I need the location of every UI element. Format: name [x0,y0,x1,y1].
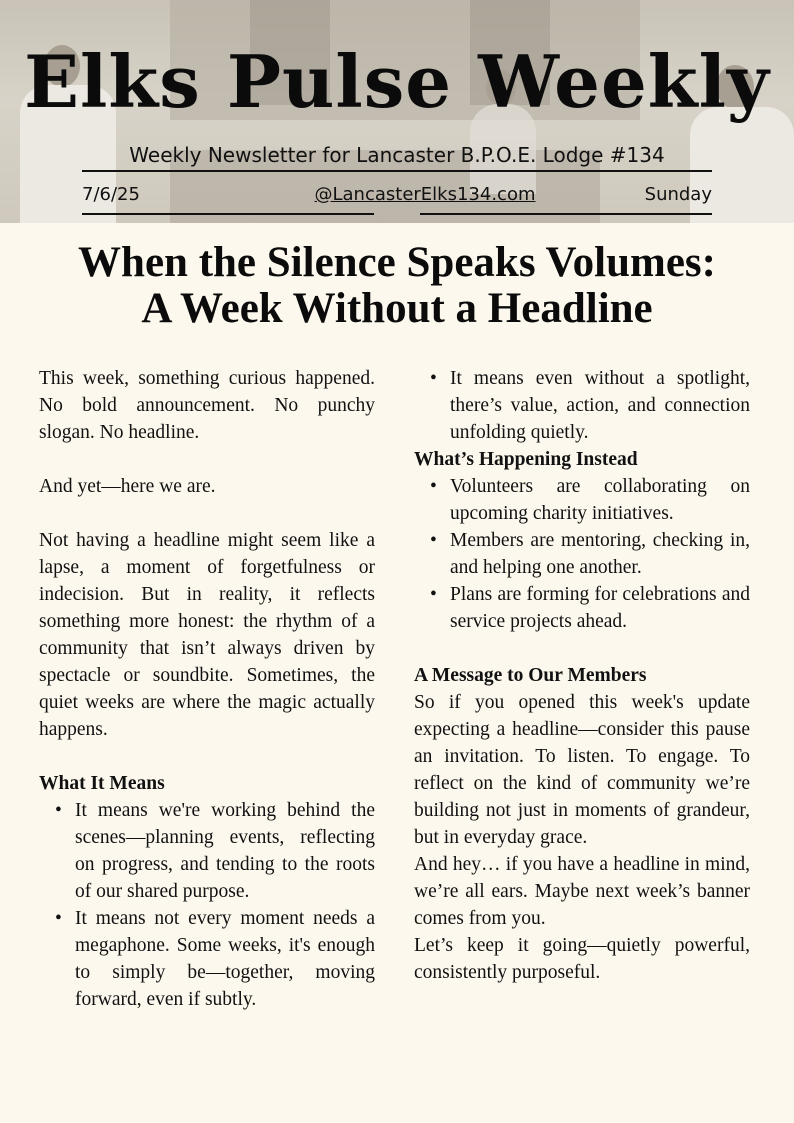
intro-paragraph: Not having a headline might seem like a lapse, a moment of forgetfulness or indecision. But in reality, it reflects something more honest: the rhythm of a community that isn’t always driven by spectacle or soundbite. Sometimes, the quiet weeks are where the magic actually happens. [39,530,375,740]
what-it-means-list [39,797,375,1013]
section-heading-whats-happening: What’s Happening Instead [414,449,638,470]
newsletter-title: Elks Pulse Weekly [24,39,770,124]
intro-paragraph: And yet—here we are. [39,476,216,497]
masthead-divider [82,170,712,172]
whats-happening-list [414,473,750,635]
masthead [0,0,794,223]
intro-paragraph: This week, something curious happened. No bold announcement. No punchy slogan. No headline. [39,368,375,443]
right-column [414,365,750,986]
left-column [39,365,375,1013]
section-heading-message: A Message to Our Members [414,665,647,686]
issue-day: Sunday [644,184,712,205]
list-item: • It means even without a spotlight, there’s value, action, and connection unfolding quietly. [450,365,750,446]
message-paragraph: And hey… if you have a headline in mind, we’re all ears. Maybe next week’s banner comes from you. [414,854,750,929]
headline-line-1: When the Silence Speaks Volumes: [78,239,716,286]
section-heading-what-it-means: What It Means [39,773,165,794]
masthead-divider-left [82,213,374,215]
article-headline [30,240,764,332]
website-link[interactable]: @LancasterElks134.com [314,184,536,205]
message-paragraph: So if you opened this week's update expecting a headline—consider this pause an invitation. To listen. To engage. To reflect on the kind of community we’re building not just in moments of grandeur, but in everyday grace. [414,692,750,848]
message-paragraph: Let’s keep it going—quietly powerful, consistently purposeful. [414,935,750,983]
list-item: • Members are mentoring, checking in, and helping one another. [450,527,750,581]
headline-line-2: A Week Without a Headline [141,285,653,332]
issue-date: 7/6/25 [82,184,140,205]
list-item: • Plans are forming for celebrations and service projects ahead. [450,581,750,635]
newsletter-subtitle: Weekly Newsletter for Lancaster B.P.O.E. Lodge #134 [129,143,665,167]
list-item: • It means we're working behind the scenes—planning events, reflecting on progress, and tending to the roots of our shared purpose. [75,797,375,905]
masthead-divider-right [420,213,712,215]
list-item: • It means not every moment needs a megaphone. Some weeks, it's enough to simply be—together, moving forward, even if subtly. [75,905,375,1013]
list-item: • Volunteers are collaborating on upcoming charity initiatives. [450,473,750,527]
what-it-means-list-continued [414,365,750,446]
